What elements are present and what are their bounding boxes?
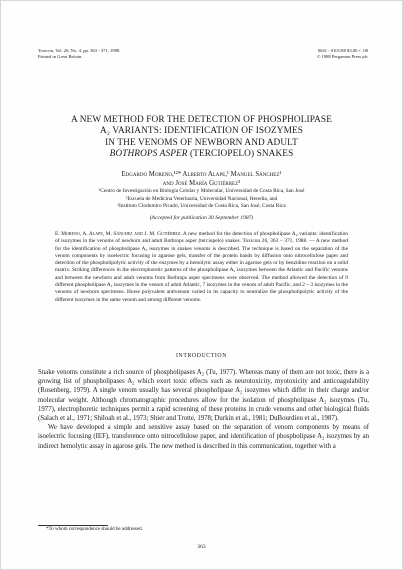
accepted-date: (Accepted for publication 30 September 1987)	[149, 215, 254, 221]
introduction-heading: INTRODUCTION	[176, 353, 227, 359]
journal-citation	[38, 48, 120, 60]
journal-line: Toxicon, Vol. 26, No. 4, pp. 363 - 371, 1988.	[38, 48, 121, 53]
title-line-4-rest: (TERCIOPELO) SNAKES	[187, 149, 294, 160]
species-name: BOTHROPS ASPER	[109, 149, 188, 160]
affiliation-2: ²Escuela de Medicina Veterinaria, Universidad Nacional, Heredia, and	[125, 195, 278, 202]
printed-line: Printed in Great Britain.	[38, 54, 83, 59]
body-text	[38, 368, 369, 451]
affiliation-3: ³Instituto Clodomiro Picado, Universidad de Costa Rica, San José, Costa Rica	[117, 203, 286, 210]
copyright-block	[317, 48, 368, 60]
footnote-divider	[38, 525, 108, 526]
copyright-line: © 1988 Pergamon Press plc	[316, 54, 368, 59]
abstract-authors: E. Moreno, A. Alape, M. Sánchez and J. M. Gutiérrez.	[55, 231, 182, 237]
title-line-1: A NEW METHOD FOR THE DETECTION OF PHOSPHOLIPASE	[71, 115, 332, 125]
title-line-3: IN THE VENOMS OF NEWBORN AND ADULT	[105, 137, 298, 148]
abstract	[55, 231, 348, 304]
authors-line-2: and José María Gutiérrez³	[162, 180, 241, 187]
paper-title	[21, 115, 382, 161]
page-number: 363	[197, 544, 206, 550]
price-code: 0041 - 0101/88 $3.00 + .00	[317, 48, 368, 53]
affiliations	[21, 188, 382, 211]
paragraph-2: We have developed a simple and sensitive assay based on the separation of venom components by means of isoelectric focusing (IEF), transference onto nitrocellulose paper, and identification of phospholipase A₂ isozymes by an indirect hemolytic assay in agarose gels. The new method is described in this communication, together with a	[38, 424, 369, 450]
authors-line-1: Edgardo Moreno,¹²* Alberto Alape,¹ Manuel Sánchez¹	[121, 171, 282, 178]
correspondence-footnote: *To whom correspondence should be addressed.	[46, 527, 143, 532]
affiliation-1: ¹Centro de Investigación en Biología Celular y Molecular, Universidad de Costa Rica, San José	[98, 188, 305, 194]
paragraph-1: Snake venoms constitute a rich source of phospholipases A₂ (Tu, 1977). Whereas many of them are not toxic, there is a growing list of phospholipases A₂ which exert toxic effects such as neurotoxicity, myotoxicity and anticoagulability (Rosenberg, 1979). A single venom usually has several phospholipase A₂ isozymes which differ in their charge and/or molecular weight. Although chromatographic procedures allow for the isolation of phospholipase A₂ isozymes (Tu, 1977), electrophoretic techniques permit a rapid screening of these proteins in crude venoms and other biological fluids (Salach et al., 1971; Shiloah et al., 1973; Shier and Trotte, 1978; Durkin et al., 1981; DuBourdieu et al., 1987).	[38, 369, 369, 423]
author-list	[21, 170, 382, 188]
abstract-text: A new method for the detection of phospholipase A₂ variants: identification of isozymes in the venoms of newborn and adult Bothrops asper (terciopelo) snakes. Toxicon 26, 363 – 371, 1988. — A new method for the identification of phospholipase A₂ isozymes in snakes venoms is described. The technique is based on the separation of the venom components by isoelectric focusing in agarose gels, transfer of the protein bands by diffusion onto nitrocellulose paper and detection of the phospholipolytic activity of the enzymes by a hemolytic assay either in agarose gels or by benzidine reaction on a solid matrix. Striking differences in the electrophoretic patterns of the phospholipase A₂ isozymes between the Atlantic and Pacific venoms and between the newborn and adult venoms from Bothrops asper specimens were observed. The method allowed the detection of 9 different phospholipase A₂ isozymes in the venom of adult Atlantic, 7 isozymes in the venom of adult Pacific, and 2 – 3 isozymes in the venoms of newborn specimens. Horse polyvalent antivenom varied in its capacity to neutralize the phospholipolytic activity of the different isozymes in the same venom and among different venoms.	[55, 231, 348, 303]
title-line-2: A₂ VARIANTS: IDENTIFICATION OF ISOZYMES	[99, 126, 304, 137]
title-line-4	[21, 149, 382, 160]
